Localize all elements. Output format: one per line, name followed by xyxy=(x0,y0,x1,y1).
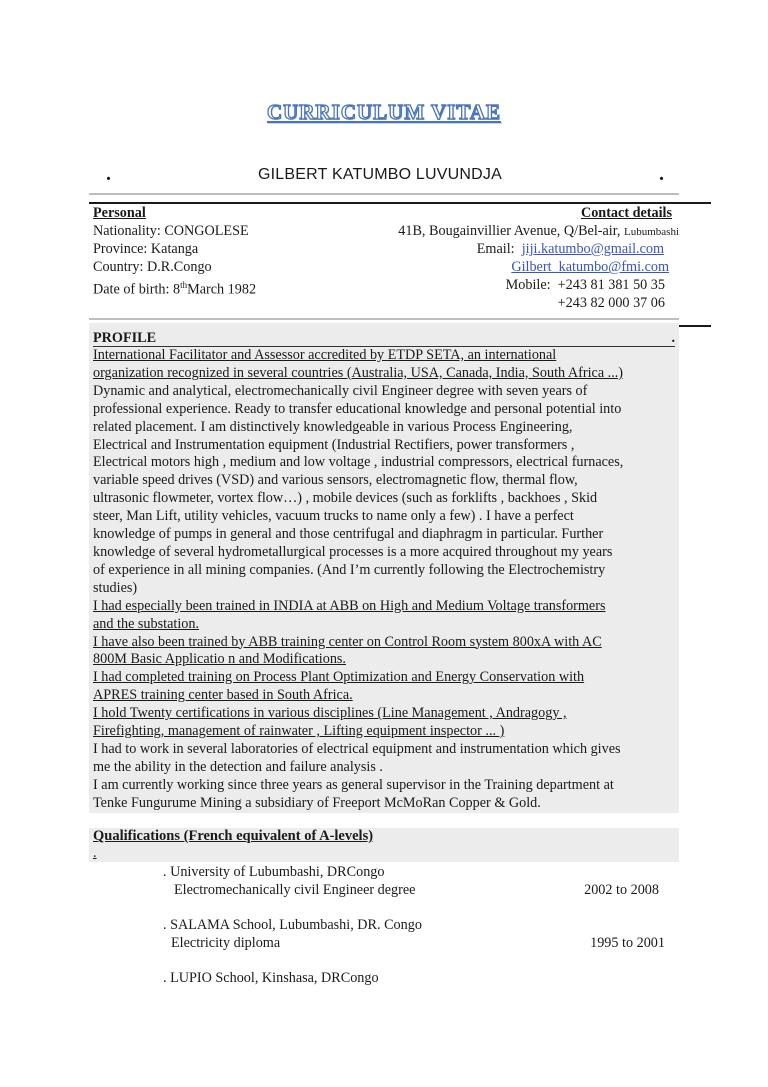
dob-rest: March 1982 xyxy=(187,281,257,298)
profile-line: APRES training center based in South Africa. xyxy=(93,687,353,704)
profile-line: Electrical and Instrumentation equipment (Industrial Rectifiers, power transformers , xyxy=(93,436,575,453)
profile-line: Firefighting, management of rainwater , Lifting equipment inspector ... ) xyxy=(93,723,505,740)
profile-line: knowledge of several hydrometallurgical processes is a more acquired throughout my years xyxy=(93,543,613,560)
profile-line: I had to work in several laboratories of electrical equipment and instrumentation which gives xyxy=(93,740,621,757)
profile-line: related placement. I am distinctively knowledgeable in various Process Engineering, xyxy=(93,418,573,435)
profile-line: professional experience. Ready to transfer educational knowledge and personal potential into xyxy=(93,400,622,417)
profile-line: I had especially been trained in INDIA at ABB on High and Medium Voltage transformers xyxy=(93,597,606,614)
profile-line: I had completed training on Process Plant Optimization and Energy Conservation with xyxy=(93,669,585,686)
qual-school-2: . SALAMA School, Lubumbashi, DR. Congo xyxy=(163,917,422,933)
profile-line: Electrical motors high , medium and low voltage , industrial compressors, electrical furnaces, xyxy=(93,454,624,471)
profile-line: knowledge of pumps in general and those centrifugal and diaphragm in particular. Further xyxy=(93,526,604,543)
profile-heading-dot: . xyxy=(671,330,675,346)
mobile-label: Mobile: xyxy=(505,277,551,293)
mobile-line-2: +243 82 000 37 06 xyxy=(557,295,665,311)
qual-years-1: 2002 to 2008 xyxy=(584,882,659,898)
mobile-line xyxy=(506,277,665,295)
dob-label: Date of birth: 8 xyxy=(93,281,181,298)
qualifications-heading: Qualifications (French equivalent of A-levels) xyxy=(93,828,374,844)
email-line-2 xyxy=(511,259,669,277)
profile-line: organization recognized in several countries (Australia, USA, Canada, India, South Africa ...) xyxy=(93,364,624,381)
country-line: Country: D.R.Congo xyxy=(93,259,212,275)
address-line xyxy=(398,223,679,242)
profile-line: I am currently working since three years as general supervisor in the Training department at xyxy=(93,776,614,793)
divider-black xyxy=(89,202,711,204)
province-line: Province: Katanga xyxy=(93,241,199,257)
qualifications-heading-dot: . xyxy=(93,845,97,861)
divider-gray xyxy=(89,193,679,195)
address-main: 41B, Bougainvillier Avenue, Q/Bel-air, xyxy=(398,223,621,239)
dob-line xyxy=(93,277,256,300)
divider-gray-2 xyxy=(89,318,679,320)
qual-degree-1: Electromechanically civil Engineer degree xyxy=(174,882,416,898)
profile-line: and the substation. xyxy=(93,615,199,632)
email-link-2[interactable]: Gilbert_katumbo@fmi.com xyxy=(511,259,669,275)
profile-line: I have also been trained by ABB training center on Control Room system 800xA with AC xyxy=(93,633,602,650)
profile-line: variable speed drives (VSD) and various sensors, electromagnetic flow, thermal flow, xyxy=(93,472,578,489)
dob-sup: th xyxy=(180,280,188,290)
qual-school-1: . University of Lubumbashi, DRCongo xyxy=(163,864,385,880)
profile-line: Tenke Fungurume Mining a subsidiary of Freeport McMoRan Copper & Gold. xyxy=(93,794,541,811)
profile-line: ultrasonic flowmeter, vortex flow…) , mobile devices (such as forklifts , backhoes , Skid xyxy=(93,490,598,507)
profile-line: of experience in all mining companies. (And I’m currently following the Electrochemistry xyxy=(93,561,606,578)
personal-heading: Personal xyxy=(93,205,146,221)
mobile-1: +243 81 381 50 35 xyxy=(557,277,665,293)
contact-heading: Contact details xyxy=(580,205,672,221)
email-link-1[interactable]: jiji.katumbo@gmail.com xyxy=(521,241,664,257)
profile-line: me the ability in the detection and failure analysis . xyxy=(93,758,383,775)
qual-school-3: . LUPIO School, Kinshasa, DRCongo xyxy=(163,970,379,986)
candidate-name: GILBERT KATUMBO LUVUNDJA xyxy=(258,166,502,183)
profile-line: studies) xyxy=(93,579,138,596)
right-dot: . xyxy=(659,163,664,185)
profile-line: I hold Twenty certifications in various disciplines (Line Management , Andragogy , xyxy=(93,705,567,722)
profile-text xyxy=(93,347,683,813)
left-dot: . xyxy=(106,163,111,185)
profile-line: Dynamic and analytical, electromechanically civil Engineer degree with seven years of xyxy=(93,382,588,399)
profile-heading: PROFILE xyxy=(93,330,157,346)
profile-line: 800M Basic Applicatio n and Modifications. xyxy=(93,651,346,668)
address-city: Lubumbashi xyxy=(624,226,679,238)
name-row xyxy=(92,164,668,186)
document-title: CURRICULUM VITAE xyxy=(267,100,501,124)
qual-degree-2: Electricity diploma xyxy=(171,935,281,951)
profile-heading-row xyxy=(93,330,675,347)
email-line xyxy=(477,241,664,259)
profile-line: International Facilitator and Assessor accredited by ETDP SETA, an international xyxy=(93,347,557,363)
email-label: Email: xyxy=(476,241,515,257)
profile-line: steer, Man Lift, utility vehicles, vacuum trucks to name only a few) . I have a perfect xyxy=(93,508,574,525)
nationality-line: Nationality: CONGOLESE xyxy=(93,223,249,239)
qual-years-2: 1995 to 2001 xyxy=(590,935,665,951)
